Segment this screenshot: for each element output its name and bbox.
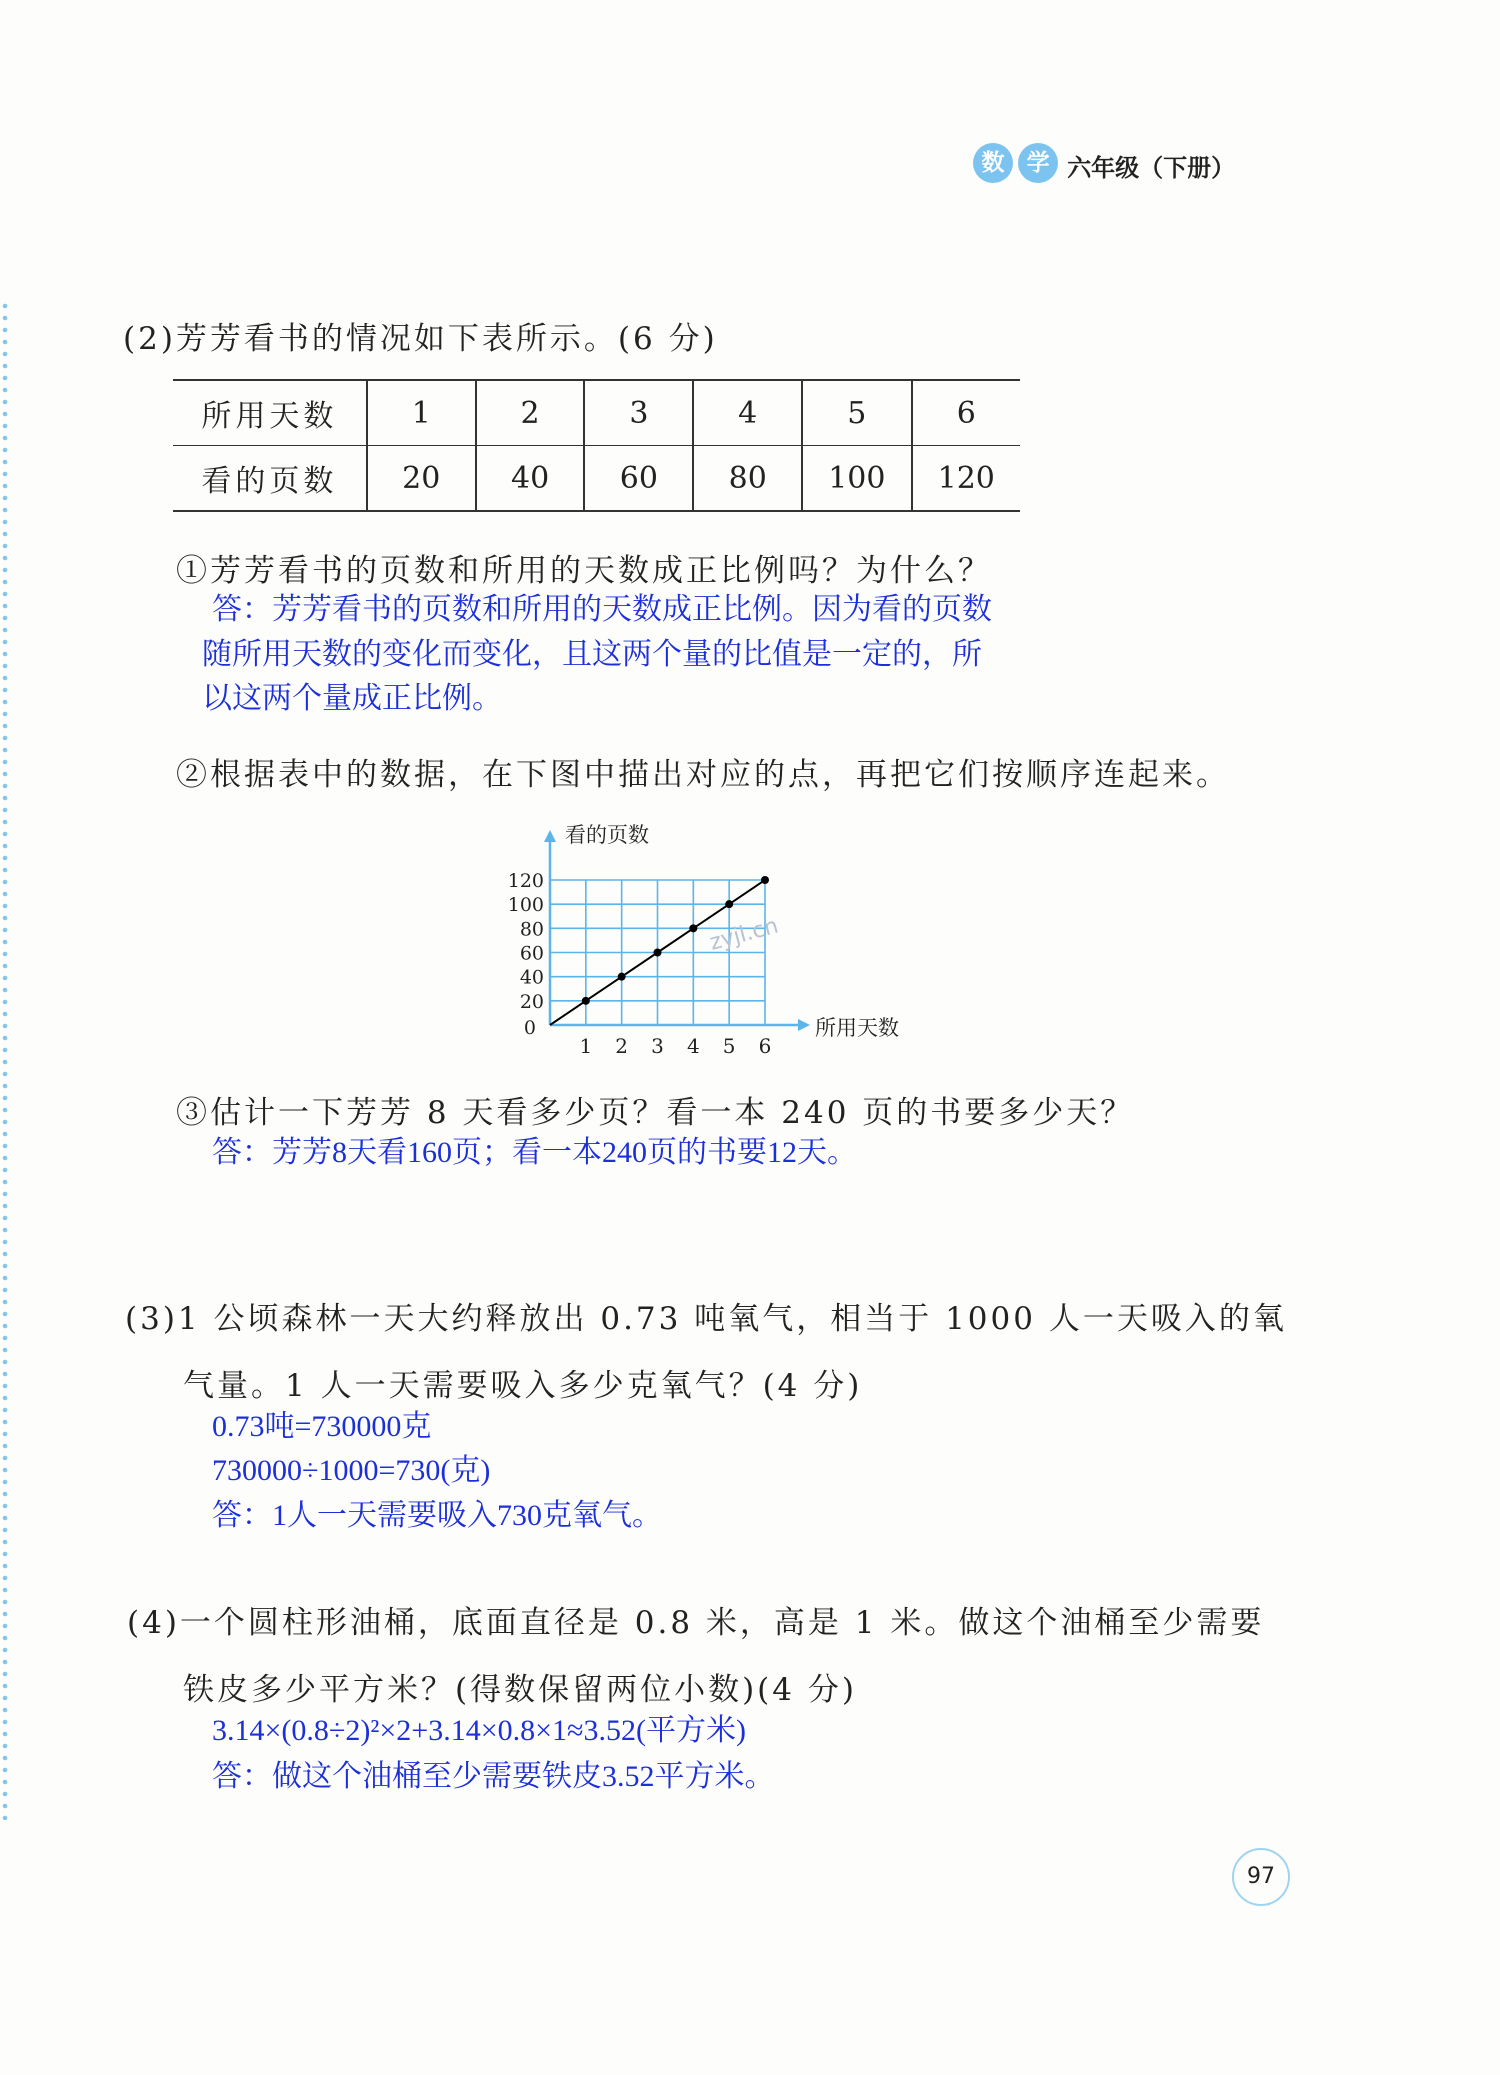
data-table [173, 381, 1020, 510]
x-tick-label: 5 [722, 1034, 736, 1058]
table-cell: 1 [367, 381, 476, 446]
line-chart [480, 800, 940, 1070]
chart-marks [550, 876, 769, 1025]
q2-sub2: ②根据表中的数据，在下图中描出对应的点，再把它们按顺序连起来。 [176, 757, 1230, 793]
x-tick-label: 4 [686, 1034, 700, 1058]
y-tick-label: 80 [519, 918, 544, 941]
q3-line1: (3)1 公顷森林一天大约释放出 0.73 吨氧气，相当于 1000 人一天吸入的氧 [125, 1301, 1287, 1337]
q2-sub3: ③估计一下芳芳 8 天看多少页？看一本 240 页的书要多少天？ [176, 1095, 1135, 1131]
table-cell: 5 [802, 381, 911, 446]
x-tick-label: 6 [758, 1034, 772, 1058]
answer-line: 730000÷1000=730(克) [212, 1454, 491, 1487]
q2-sub1: ①芳芳看书的页数和所用的天数成正比例吗？为什么？ [176, 553, 992, 589]
subject-badge-2: 学 [1018, 143, 1058, 183]
x-axis-arrow [798, 1019, 810, 1031]
y-tick-label: 20 [519, 990, 544, 1013]
table-row [173, 446, 1020, 511]
binding-dots [0, 300, 12, 1820]
table-cell: 3 [584, 381, 693, 446]
table-cell: 4 [693, 381, 802, 446]
data-point [689, 924, 697, 932]
answer-line: 随所用天数的变化而变化，且这两个量的比值是一定的，所 [202, 638, 982, 671]
y-tick-label: 100 [507, 894, 544, 917]
q3-line2: 气量。1 人一天需要吸入多少克氧气？(4 分) [183, 1368, 863, 1404]
q4-line2: 铁皮多少平方米？(得数保留两位小数)(4 分) [183, 1672, 857, 1708]
answer-line: 以这两个量成正比例。 [202, 682, 502, 715]
table-cell: 80 [693, 446, 802, 511]
x-tick-label: 1 [579, 1034, 593, 1058]
chart-axes [508, 823, 899, 1058]
data-point [725, 900, 733, 908]
table-cell: 20 [367, 446, 476, 511]
data-table-wrapper [173, 379, 1020, 512]
answer-line: 答：芳芳8天看160页；看一本240页的书要12天。 [212, 1136, 857, 1169]
data-point [582, 997, 590, 1005]
table-cell: 60 [584, 446, 693, 511]
y-tick-label: 40 [519, 966, 544, 989]
answer-line: 0.73吨=730000克 [212, 1410, 432, 1443]
q2-title: (2)芳芳看书的情况如下表所示。(6 分) [123, 321, 718, 357]
subject-badge-1: 数 [973, 143, 1013, 183]
data-point [761, 876, 769, 884]
x-axis-label: 所用天数 [815, 1016, 899, 1040]
y-tick-label: 0 [523, 1017, 536, 1039]
table-cell: 40 [476, 446, 585, 511]
y-axis-label: 看的页数 [565, 823, 649, 847]
x-tick-label: 2 [615, 1034, 629, 1058]
answer-line: 答：做这个油桶至少需要铁皮3.52平方米。 [212, 1760, 775, 1793]
table-cell: 6 [912, 381, 1020, 446]
answer-line: 答：1人一天需要吸入730克氧气。 [212, 1499, 662, 1532]
data-point [654, 949, 662, 957]
row-label-days: 所用天数 [173, 381, 367, 446]
data-point [618, 973, 626, 981]
y-axis-arrow [544, 830, 556, 842]
row-label-pages: 看的页数 [201, 464, 338, 499]
x-tick-label: 3 [651, 1034, 664, 1058]
watermark: zyjl.cn [707, 913, 781, 956]
table-row [173, 381, 1020, 446]
table-cell: 120 [912, 446, 1020, 511]
table-cell: 2 [476, 381, 585, 446]
page-number: 97 [1232, 1848, 1290, 1906]
answer-line: 3.14×(0.8÷2)²×2+3.14×0.8×1≈3.52(平方米) [212, 1714, 746, 1747]
subject-header [973, 143, 1235, 183]
y-tick-label: 60 [519, 942, 544, 965]
grade-label: 六年级（下册） [1067, 154, 1236, 182]
answer-line: 答：芳芳看书的页数和所用的天数成正比例。因为看的页数 [212, 593, 992, 626]
q4-line1: (4)一个圆柱形油桶，底面直径是 0.8 米，高是 1 米。做这个油桶至少需要 [127, 1605, 1265, 1641]
y-tick-label: 120 [507, 870, 544, 892]
table-cell: 100 [802, 446, 911, 511]
